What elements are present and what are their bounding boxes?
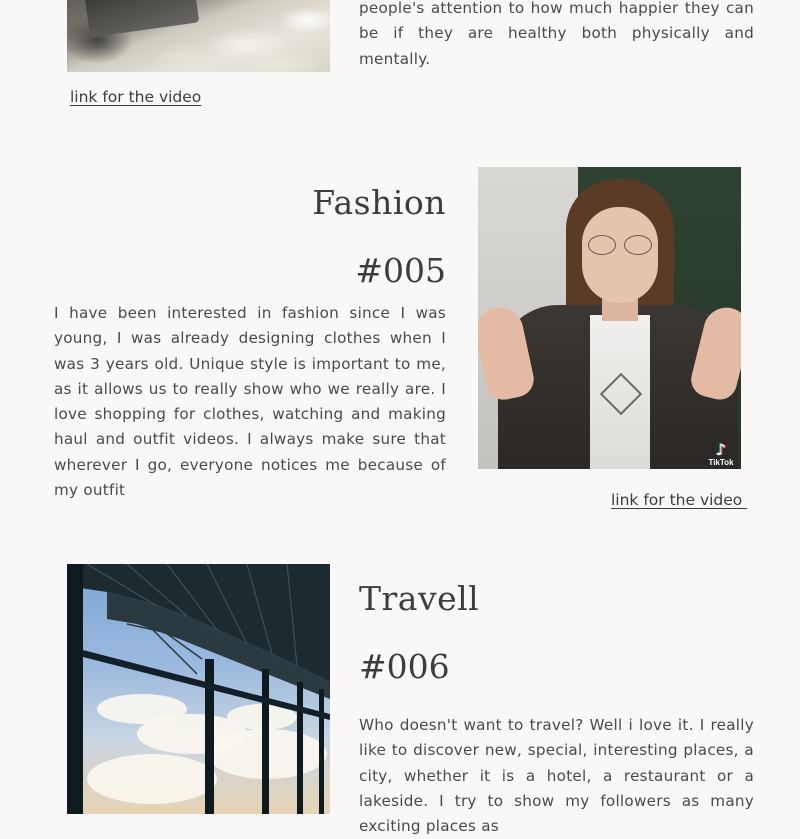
wellness-video-link[interactable]: link for the video [70, 88, 202, 106]
building-frame [67, 564, 330, 814]
wellness-video-thumbnail[interactable] [67, 0, 330, 72]
tiktok-wordmark: TikTok [708, 458, 734, 467]
fashion-number: #005 [355, 251, 446, 290]
thumbnail-object [85, 0, 199, 37]
tiktok-icon: ♪ [715, 440, 727, 459]
wellness-body-text: people's attention to how much happier they can be if they are healthy both physically and mentally. [359, 0, 754, 68]
travel-title: Travell [359, 579, 480, 618]
fashion-video-thumbnail[interactable] [478, 167, 741, 469]
fashion-video-link[interactable]: link for the video [611, 491, 748, 509]
fashion-body-text: I have been interested in fashion since I was young, I was already designing clothes when I was 3 years old. Unique style is important to me, as it allows us to really show who we really are. I love shopping for clothes, watching and making haul and outfit videos. I always make sure that wherever I go, everyone notices me because of my outfit [54, 304, 446, 500]
thumbnail-face [582, 207, 658, 303]
fashion-title: Fashion [312, 183, 446, 222]
travel-photo [67, 564, 330, 814]
tiktok-watermark [706, 437, 736, 467]
thumbnail-glasses [588, 235, 654, 255]
travel-number: #006 [359, 647, 450, 686]
travel-body-text: Who doesn't want to travel? Well i love it. I really like to discover new, special, interesting places, a city, whether it is a hotel, a restaurant or a lakeside. I try to show my followers as many exciting places as [359, 716, 754, 836]
